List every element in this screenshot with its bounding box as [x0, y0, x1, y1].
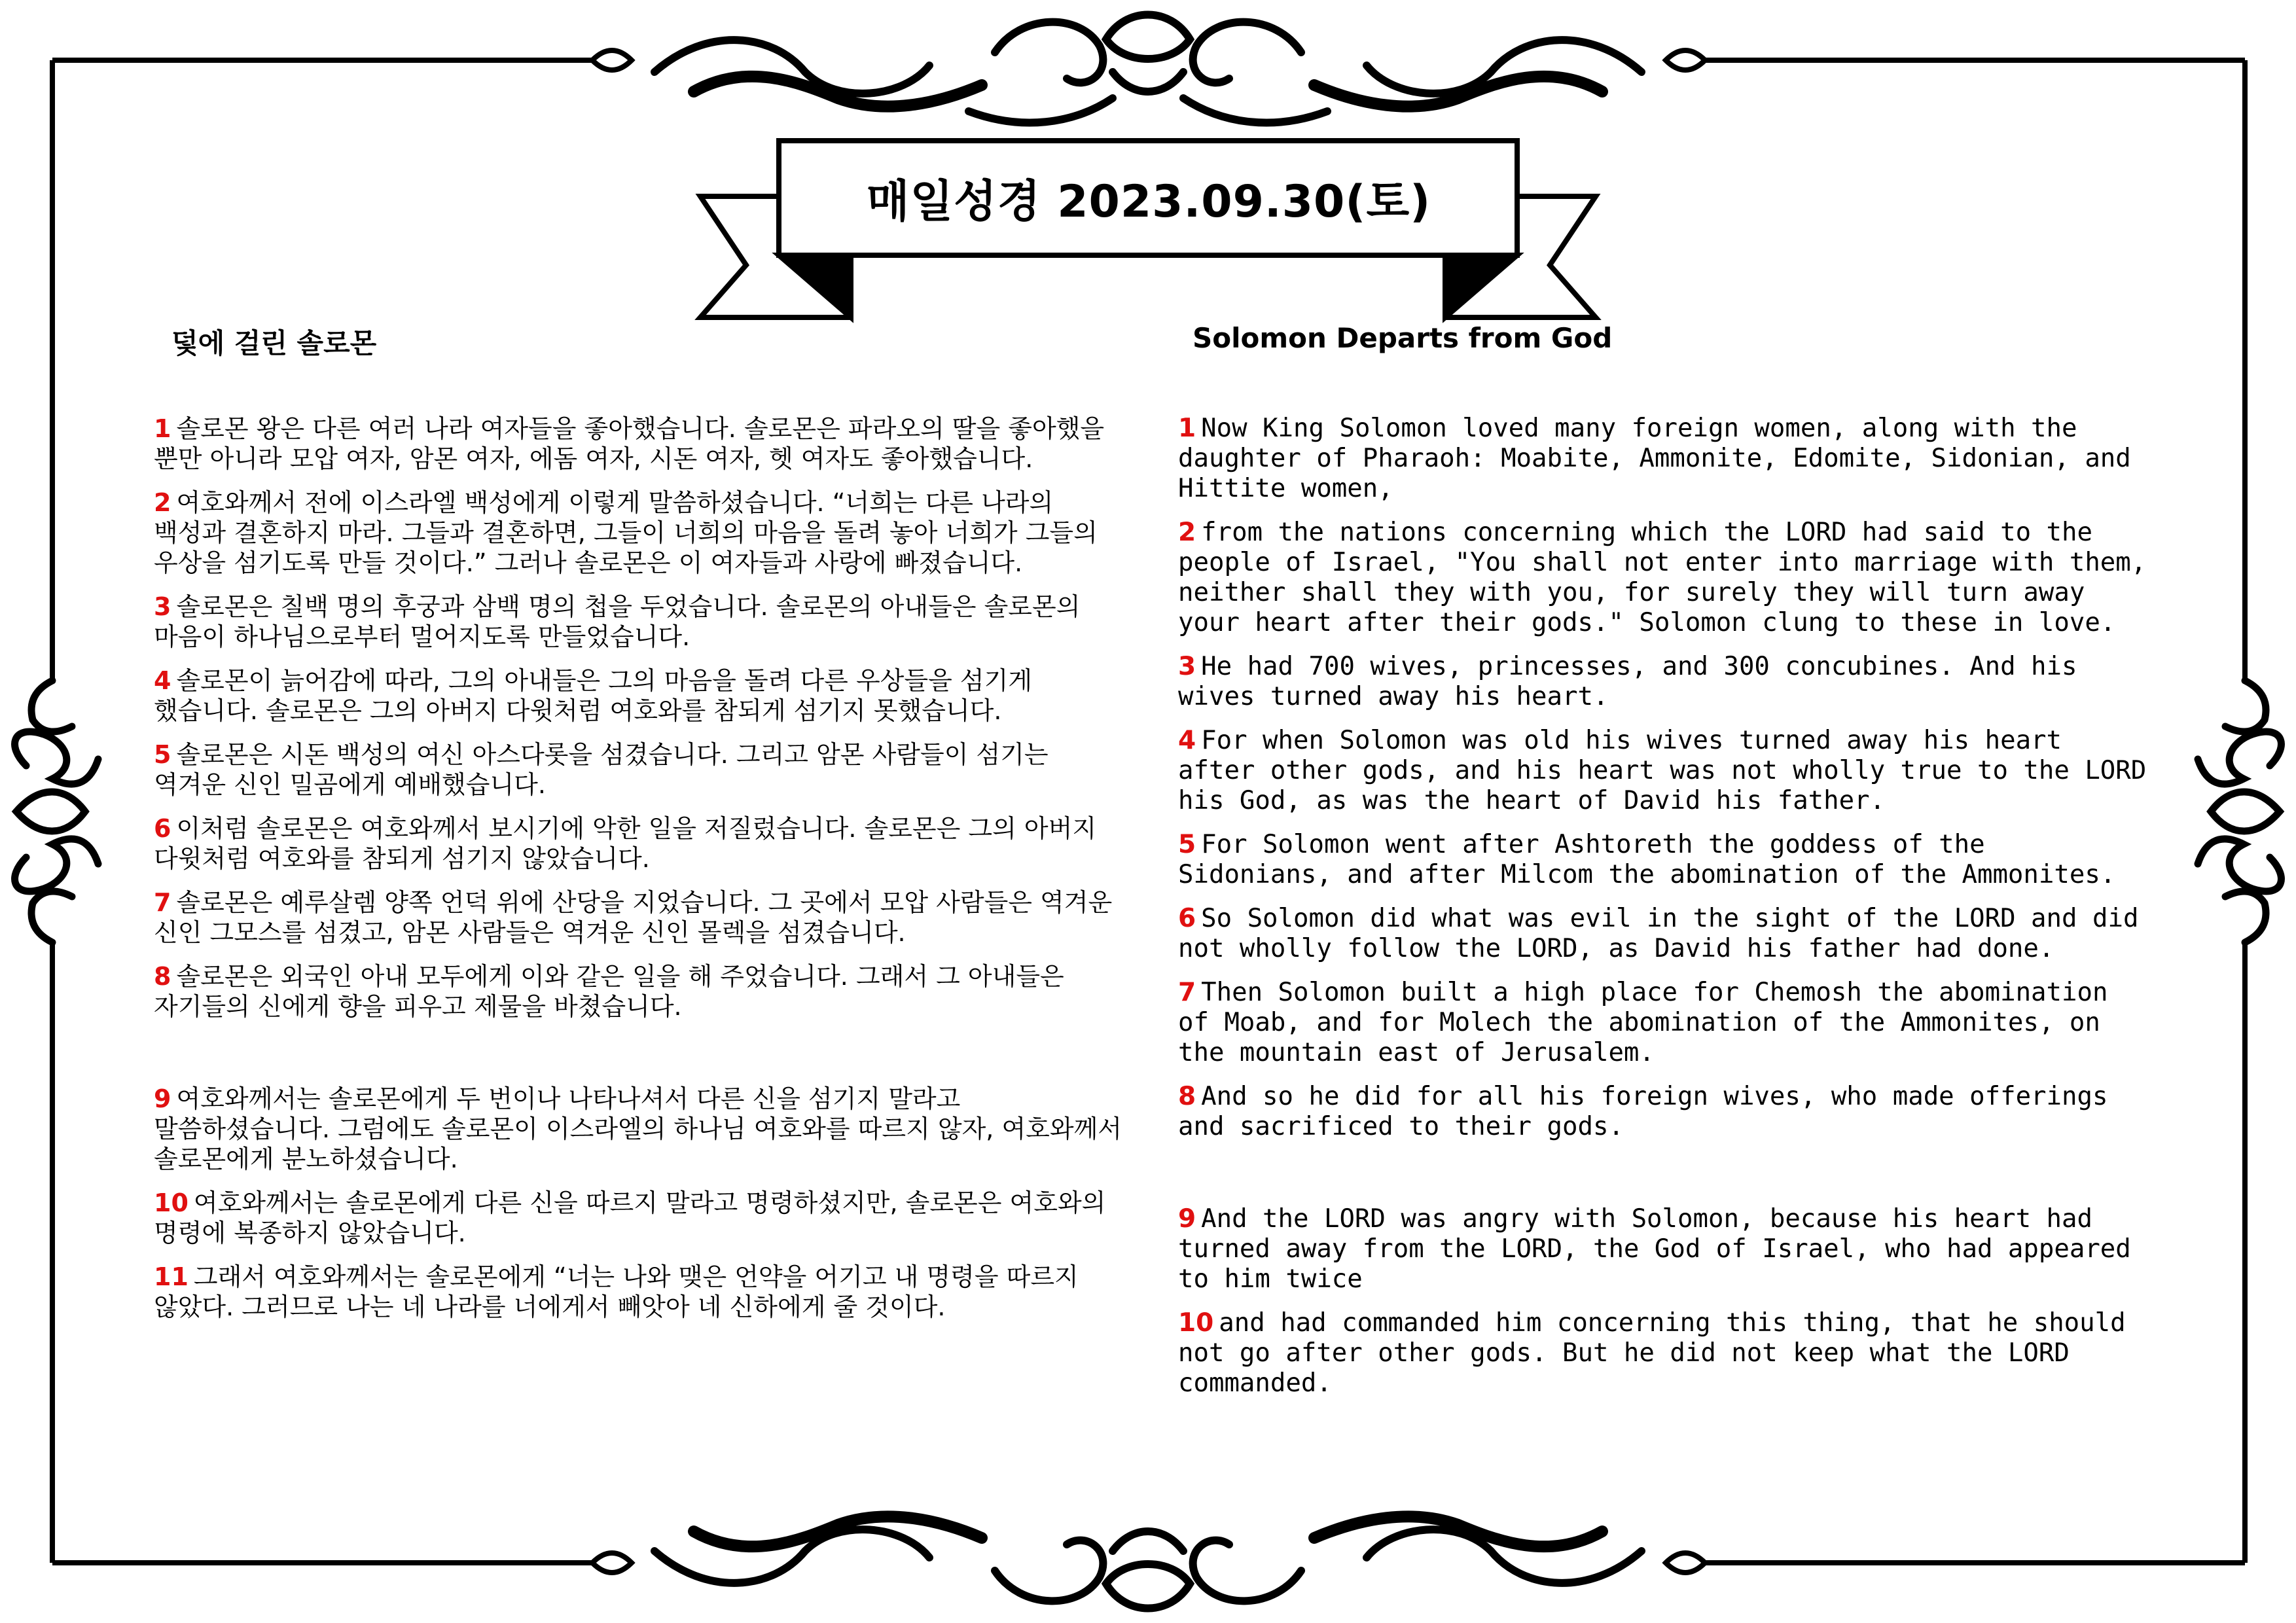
verse-en-9: [1178, 1204, 2147, 1294]
page-title: 매일성경 2023.09.30(토): [866, 176, 1431, 228]
verse-kr-6: [154, 813, 1122, 874]
verse-number: 8: [154, 962, 171, 991]
verse-text: 솔로몬은 외국인 아내 모두에게 이와 같은 일을 해 주었습니다. 그래서 그 아내들은 자기들의 신에게 향을 피우고 제물을 바쳤습니다.: [154, 962, 1064, 1021]
verse-text: 솔로몬은 예루살렘 양쪽 언덕 위에 산당을 지었습니다. 그 곳에서 모압 사람들은 역겨운 신인 그모스를 섬겼고, 암몬 사람들은 역겨운 신인 몰렉을 섬겼습니다.: [154, 888, 1113, 947]
verse-number: 9: [1178, 1204, 1196, 1234]
verse-number: 6: [1178, 904, 1196, 933]
verse-number: 7: [154, 888, 171, 917]
verse-number: 8: [1178, 1082, 1196, 1111]
verse-number: 2: [154, 488, 171, 517]
korean-column: [154, 414, 1122, 1336]
verse-number: 9: [154, 1084, 171, 1113]
verse-en-5: [1178, 830, 2147, 890]
bottom-flourish: [592, 1516, 1705, 1608]
verse-text: 여호와께서 전에 이스라엘 백성에게 이렇게 말씀하셨습니다. “너희는 다른 나라의 백성과 결혼하지 마라. 그들과 결혼하면, 그들이 너희의 마음을 돌려 놓아 너희가 그들의 우상을 섬기도록 만들 것이다.” 그러나 솔로몬은 이 여자들과 사랑에 빠졌습니다.: [154, 488, 1098, 577]
verse-text: He had 700 wives, princesses, and 300 concubines. And his wives turned away his heart.: [1178, 652, 2077, 711]
verse-en-3: [1178, 652, 2147, 712]
verse-kr-8: [154, 961, 1122, 1022]
verse-kr-5: [154, 740, 1122, 800]
verse-number: 4: [154, 666, 171, 695]
verse-kr-9: [154, 1084, 1122, 1174]
verse-text: 솔로몬 왕은 다른 여러 나라 여자들을 좋아했습니다. 솔로몬은 파라오의 딸을 좋아했을 뿐만 아니라 모압 여자, 암몬 여자, 에돔 여자, 시돈 여자, 헷 여자도 좋아했습니다.: [154, 414, 1105, 473]
english-heading: Solomon Departs from God: [1193, 322, 1613, 354]
verse-text: For when Solomon was old his wives turned away his heart after other gods, and his heart was not wholly true to the LORD his God, as was the heart of David his father.: [1178, 726, 2147, 815]
verse-kr-7: [154, 887, 1122, 948]
right-flourish: [2198, 681, 2281, 942]
verse-number: 3: [154, 592, 171, 621]
verse-kr-11: [154, 1262, 1122, 1322]
left-flourish: [15, 681, 98, 942]
verse-en-7: [1178, 978, 2147, 1068]
verse-text: And the LORD was angry with Solomon, because his heart had turned away from the LORD, the God of Israel, who had appeared to him twice: [1178, 1204, 2131, 1294]
verse-en-4: [1178, 726, 2147, 816]
verse-text: 이처럼 솔로몬은 여호와께서 보시기에 악한 일을 저질렀습니다. 솔로몬은 그의 아버지 다윗처럼 여호와를 참되게 섬기지 않았습니다.: [154, 814, 1097, 873]
verse-text: Now King Solomon loved many foreign women, along with the daughter of Pharaoh: Moabite, Ammonite, Edomite, Sidonian, and Hittite women,: [1178, 414, 2131, 503]
verse-en-6: [1178, 904, 2147, 964]
verse-text: 여호와께서는 솔로몬에게 다른 신을 따르지 말라고 명령하셨지만, 솔로몬은 여호와의 명령에 복종하지 않았습니다.: [154, 1188, 1106, 1247]
verse-number: 10: [1178, 1308, 1214, 1338]
verse-text: And so he did for all his foreign wives, who made offerings and sacrificed to their gods.: [1178, 1082, 2108, 1141]
verse-text: from the nations concerning which the LORD had said to the people of Israel, "You shall not enter into marriage with them, neither shall they with you, for surely they will turn away your heart after their gods." Solomon clung to these in love.: [1178, 518, 2147, 637]
verse-kr-2: [154, 488, 1122, 578]
verse-en-10: [1178, 1308, 2147, 1399]
verse-en-1: [1178, 414, 2147, 504]
verse-number: 11: [154, 1262, 188, 1291]
english-column: [1178, 414, 2147, 1412]
verse-number: 6: [154, 814, 171, 843]
verse-text: 솔로몬은 시돈 백성의 여신 아스다롯을 섬겼습니다. 그리고 암몬 사람들이 섬기는 역겨운 신인 밀곰에게 예배했습니다.: [154, 740, 1049, 799]
verse-kr-3: [154, 592, 1122, 652]
verse-text: 여호와께서는 솔로몬에게 두 번이나 나타나셔서 다른 신을 섬기지 말라고 말씀하셨습니다. 그럼에도 솔로몬이 이스라엘의 하나님 여호와를 따르지 않자, 여호와께서 솔로몬에게 분노하셨습니다.: [154, 1084, 1122, 1173]
verse-text: 솔로몬은 칠백 명의 후궁과 삼백 명의 첩을 두었습니다. 솔로몬의 아내들은 솔로몬의 마음이 하나님으로부터 멀어지도록 만들었습니다.: [154, 592, 1081, 651]
verse-number: 5: [154, 740, 171, 769]
verse-kr-10: [154, 1188, 1122, 1248]
korean-heading: 덫에 걸린 솔로몬: [171, 327, 377, 359]
verse-en-2: [1178, 518, 2147, 638]
verse-text: 솔로몬이 늙어감에 따라, 그의 아내들은 그의 마음을 돌려 다른 우상들을 섬기게 했습니다. 솔로몬은 그의 아버지 다윗처럼 여호와를 참되게 섬기지 못했습니다.: [154, 666, 1032, 725]
verse-en-8: [1178, 1082, 2147, 1142]
verse-number: 2: [1178, 518, 1196, 547]
verse-number: 4: [1178, 726, 1196, 755]
verse-text: So Solomon did what was evil in the sight of the LORD and did not wholly follow the LORD, as David his father had done.: [1178, 904, 2139, 963]
verse-number: 5: [1178, 830, 1196, 859]
verse-kr-1: [154, 414, 1122, 474]
verse-text: Then Solomon built a high place for Chemosh the abomination of Moab, and for Molech the abomination of the Ammonites, on the mountain east of Jerusalem.: [1178, 978, 2108, 1067]
verse-text: and had commanded him concerning this thing, that he should not go after other gods. But he did not keep what the LORD commanded.: [1178, 1308, 2126, 1398]
top-flourish: [592, 15, 1705, 123]
verse-number: 7: [1178, 978, 1196, 1007]
verse-text: For Solomon went after Ashtoreth the goddess of the Sidonians, and after Milcom the abomination of the Ammonites.: [1178, 830, 2116, 889]
verse-number: 1: [1178, 414, 1196, 443]
verse-number: 1: [154, 414, 171, 443]
verse-text: 그래서 여호와께서는 솔로몬에게 “너는 나와 맺은 언약을 어기고 내 명령을 따르지 않았다. 그러므로 나는 네 나라를 너에게서 빼앗아 네 신하에게 줄 것이다.: [154, 1262, 1079, 1321]
verse-number: 10: [154, 1188, 188, 1217]
verse-number: 3: [1178, 652, 1196, 681]
verse-kr-4: [154, 666, 1122, 726]
